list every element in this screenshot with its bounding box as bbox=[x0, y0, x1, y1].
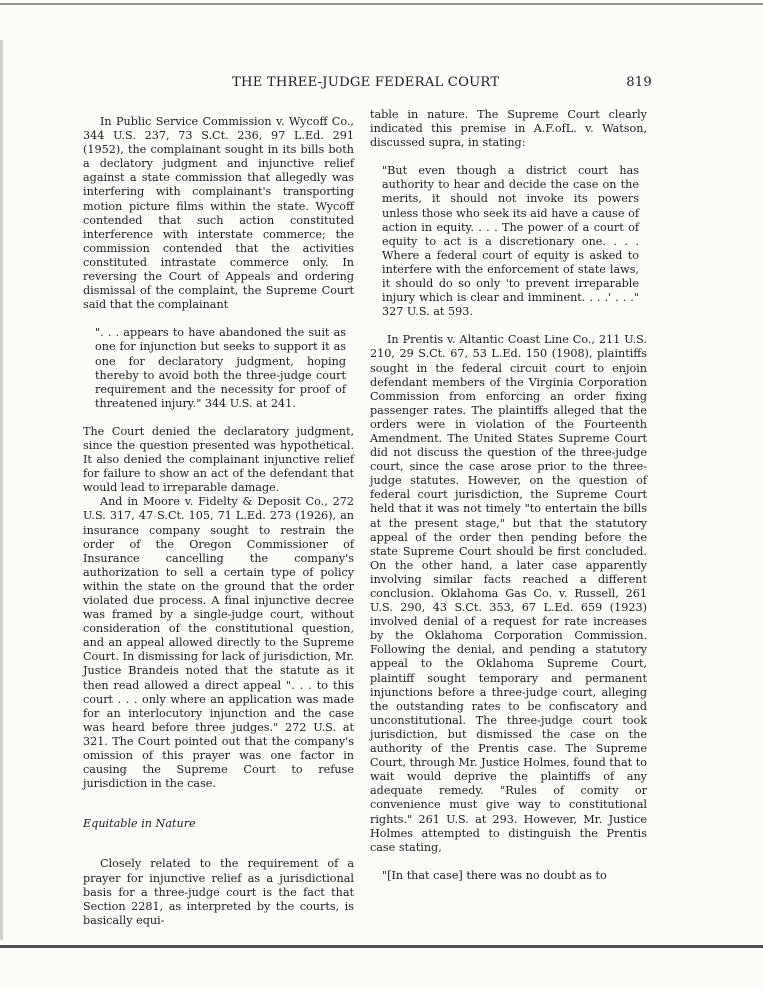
block-quote: "But even though a district court has authority to hear and decide the case on the merits, it should not invoke its powers unless those who seek its aid have a cause of action in equity. . . . The power of a court of equity to act is a discretionary one. . . . Where a federal court of equity is asked to interfere with the enforcement of state laws, it should do so only 'to prevent irreparable injury which is clear and imminent. . . .' . . ." 327 U.S. at 593. bbox=[382, 164, 639, 319]
paragraph: table in nature. The Supreme Court clearly indicated this premise in A.F.ofL. v. Watson, discussed supra, in stating: bbox=[370, 108, 647, 150]
scan-edge-bottom bbox=[0, 945, 763, 948]
running-title: THE THREE-JUDGE FEDERAL COURT bbox=[232, 75, 500, 90]
scan-edge-left bbox=[0, 40, 3, 940]
left-column bbox=[83, 115, 354, 928]
paragraph: The Court denied the declaratory judgment, since the question presented was hypothetical. It also denied the complainant injunctive relief for failure to show an act of the defendant that would lead to irreparable damage. bbox=[83, 424, 354, 495]
paragraph: And in Moore v. Fidelty & Deposit Co., 272 U.S. 317, 47 S.Ct. 105, 71 L.Ed. 273 (1926), an insurance company sought to restrain the order of the Oregon Commissioner of Insurance cancelling the company's authorization to sell a certain type of policy within the state on the ground that the order violated due process. A final injunctive decree was framed by a single-judge court, without consideration of the constitutional question, and an appeal allowed directly to the Supreme Court. In dismissing for lack of jurisdiction, Mr. Justice Brandeis noted that the statute as it then read allowed a direct appeal ". . . to this court . . . only where an application was made for an interlocutory injunction and the case was heard before three judges." 272 U.S. at 321. The Court pointed out that the company's omission of this prayer was one factor in causing the Supreme Court to refuse jurisdiction in the case. bbox=[83, 495, 354, 791]
page-number: 819 bbox=[626, 75, 652, 90]
running-header bbox=[232, 75, 652, 93]
section-heading: Equitable in Nature bbox=[83, 817, 196, 831]
paragraph: Closely related to the requirement of a prayer for injunctive relief as a jurisdictional basis for a three-judge court is the fact that Section 2281, as interpreted by the courts, is basically equi- bbox=[83, 857, 354, 927]
block-quote: ". . . appears to have abandoned the suit as one for injunction but seeks to support it as one for declaratory judgment, hoping thereby to avoid both the three-judge court requirement and the necessity for proof of threatened injury." 344 U.S. at 241. bbox=[95, 326, 346, 410]
paragraph: In Public Service Commission v. Wycoff Co., 344 U.S. 237, 73 S.Ct. 236, 97 L.Ed. 291 (1952), the complainant sought in its bills both a declatory judgment and injunctive relief against a state commission that allegedly was interfering with complainant's transporting motion picture films within the state. Wycoff contended that such action constituted interference with interstate commerce; the commission contended that the activities constituted intrastate commerce only. In reversing the Court of Appeals and ordering dismissal of the complaint, the Supreme Court said that the complainant bbox=[83, 115, 354, 312]
right-column bbox=[370, 108, 647, 883]
scan-edge-top bbox=[0, 3, 763, 5]
block-quote: "[In that case] there was no doubt as to bbox=[382, 868, 607, 882]
paragraph: In Prentis v. Altantic Coast Line Co., 211 U.S. 210, 29 S.Ct. 67, 53 L.Ed. 150 (1908), plaintiffs sought in the federal circuit court to enjoin defendant members of the Virginia Corporation Commission from enforcing an order fixing passenger rates. The plaintiffs alleged that the orders were in violation of the Fourteenth Amendment. The United States Supreme Court did not discuss the question of the three-judge court, since the case arose prior to the three-judge statutes. However, on the question of federal court jurisdiction, the Supreme Court held that it was not timely "to entertain the bills at the present stage," but that the statutory appeal of the order then pending before the state Supreme Court should be first concluded. On the other hand, a later case apparently involving similar facts reached a different conclusion. Oklahoma Gas Co. v. Russell, 261 U.S. 290, 43 S.Ct. 353, 67 L.Ed. 659 (1923) involved denial of a request for rate increases by the Oklahoma Corporation Commission. Following the denial, and pending a statutory appeal to the Oklahoma Supreme Court, plaintiff sought temporary and permanent injunctions before a three-judge court, alleging the outstanding rates to be confiscatory and unconstitutional. The three-judge court took jurisdiction, but dismissed the case on the authority of the Prentis case. The Supreme Court, through Mr. Justice Holmes, found that to wait would deprive the plaintiffs of any adequate remedy. "Rules of comity or convenience must give way to constitutional rights." 261 U.S. at 293. However, Mr. Justice Holmes attempted to distinguish the Prentis case stating, bbox=[370, 333, 647, 854]
